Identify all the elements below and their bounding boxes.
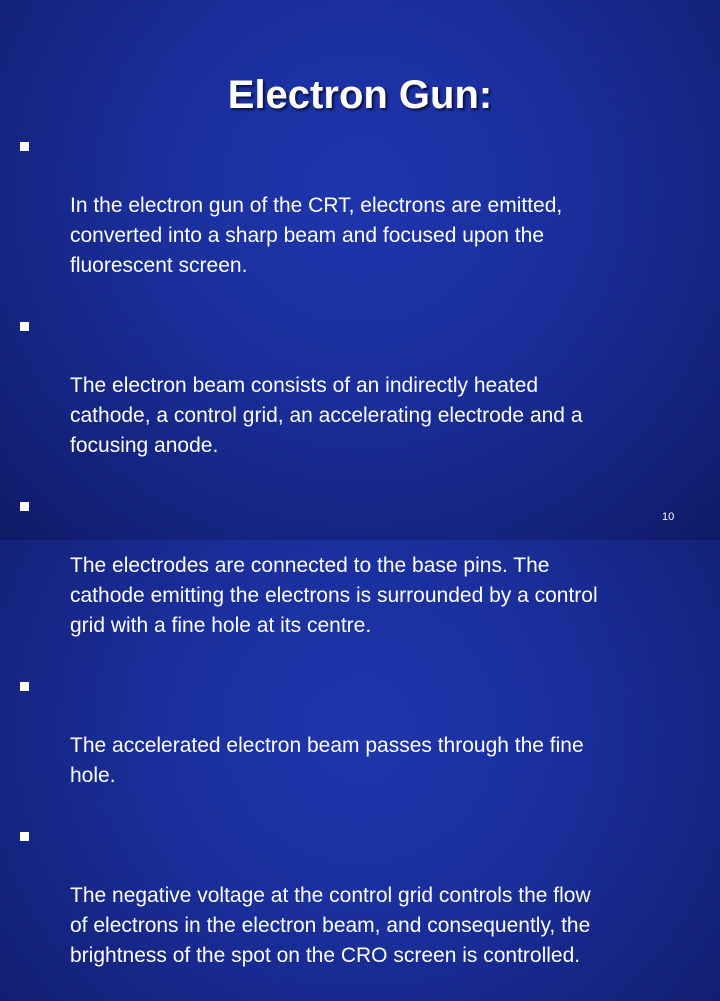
bullet-text: The electrodes are connected to the base pins. The cathode emitting the electrons is surrounded by a control grid with a fine hole at its centre. <box>70 554 598 637</box>
bullet-item <box>0 311 720 491</box>
bullet-text: The negative voltage at the control grid controls the flow of electrons in the electron beam, and consequently, the brightness of the spot on the CRO screen is controlled. <box>70 884 591 967</box>
page-number: 10 <box>662 511 675 523</box>
bullet-text: The accelerated electron beam passes through the fine hole. <box>70 734 584 787</box>
bullet-item <box>0 671 720 821</box>
square-bullet-icon <box>20 832 29 841</box>
square-bullet-icon <box>20 322 29 331</box>
bullet-item <box>0 491 720 671</box>
bullet-text: The electron beam consists of an indirectly heated cathode, a control grid, an accelerating electrode and a focusing anode. <box>70 374 583 457</box>
bullet-text: In the electron gun of the CRT, electrons are emitted, converted into a sharp beam and focused upon the fluorescent screen. <box>70 194 563 277</box>
bullet-item <box>0 821 720 1001</box>
square-bullet-icon <box>20 142 29 151</box>
bullet-item <box>0 131 720 311</box>
slide-title: Electron Gun: <box>227 72 493 117</box>
bullet-list <box>0 131 720 1001</box>
square-bullet-icon <box>20 682 29 691</box>
square-bullet-icon <box>20 502 29 511</box>
